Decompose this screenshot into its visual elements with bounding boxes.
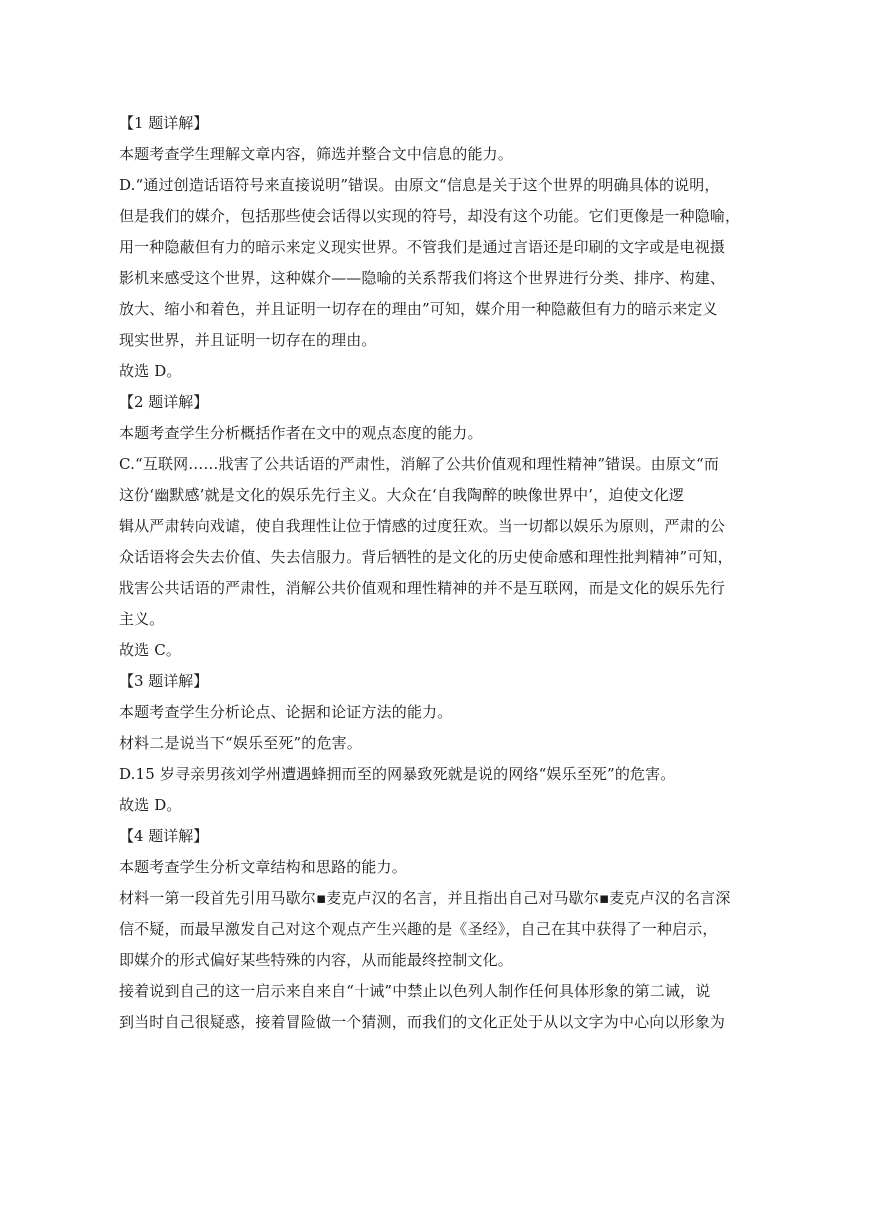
paragraph <box>119 759 749 790</box>
text-line: 用一种隐蔽但有力的暗示来定义现实世界。不管我们是通过言语还是印刷的文字或是电视摄 <box>119 238 726 256</box>
section-heading: 【3 题详解】 <box>119 672 209 690</box>
text-line: 戕害公共话语的严肃性，消解公共价值观和理性精神的并不是互联网，而是文化的娱乐先行 <box>119 579 726 597</box>
text-line: 本题考查学生分析文章结构和思路的能力。 <box>119 858 407 876</box>
text-line: 故选 C。 <box>119 641 181 659</box>
text-line: 放大、缩小和着色，并且证明一切存在的理由”可知，媒介用一种隐蔽但有力的暗示来定义 <box>119 300 718 318</box>
text-line: 本题考查学生分析概括作者在文中的观点态度的能力。 <box>119 424 483 442</box>
answer-section <box>119 108 749 387</box>
text-line: 材料二是说当下“娱乐至死”的危害。 <box>119 734 362 752</box>
text-line: C.“互联网……戕害了公共话语的严肃性，消解了公共价值观和理性精神”错误。由原文“而 <box>119 455 720 473</box>
paragraph <box>119 728 749 759</box>
paragraph <box>119 976 749 1038</box>
text-line: 这份‘幽默感’就是文化的娱乐先行主义。大众在‘自我陶醉的映像世界中’，迫使文化逻 <box>119 486 685 504</box>
paragraph <box>119 139 749 170</box>
text-line: 故选 D。 <box>119 796 182 814</box>
paragraph <box>119 418 749 449</box>
text-line: 即媒介的形式偏好某些特殊的内容，从而能最终控制文化。 <box>119 951 513 969</box>
text-line: D.15 岁寻亲男孩刘学州遭遇蜂拥而至的网暴致死就是说的网络“娱乐至死”的危害。 <box>119 765 676 783</box>
text-line: 众话语将会失去价值、失去信服力。背后牺牲的是文化的历史使命感和理性批判精神”可知， <box>119 548 733 566</box>
answer-section <box>119 666 749 821</box>
answer-section <box>119 387 749 666</box>
text-line: 故选 D。 <box>119 362 182 380</box>
paragraph <box>119 883 749 976</box>
text-line: 影机来感受这个世界，这种媒介——隐喻的关系帮我们将这个世界进行分类、排序、构建、 <box>119 269 726 287</box>
answer-section <box>119 821 749 1038</box>
text-line: 但是我们的媒介，包括那些使会话得以实现的符号，却没有这个功能。它们更像是一种隐喻， <box>119 207 741 225</box>
paragraph <box>119 356 749 387</box>
paragraph <box>119 170 749 356</box>
section-heading: 【4 题详解】 <box>119 827 209 845</box>
paragraph <box>119 635 749 666</box>
text-line: 信不疑，而最早激发自己对这个观点产生兴趣的是《圣经》，自己在其中获得了一种启示， <box>119 920 718 938</box>
text-line: 材料一第一段首先引用马歇尔▪麦克卢汉的名言，并且指出自己对马歇尔▪麦克卢汉的名言深 <box>119 889 731 907</box>
text-line: 现实世界，并且证明一切存在的理由。 <box>119 331 377 349</box>
text-line: 本题考查学生理解文章内容，筛选并整合文中信息的能力。 <box>119 145 513 163</box>
document-page <box>119 108 749 1038</box>
text-line: 辑从严肃转向戏谑，使自我理性让位于情感的过度狂欢。当一切都以娱乐为原则，严肃的公 <box>119 517 726 535</box>
text-line: 主义。 <box>119 610 165 628</box>
paragraph <box>119 790 749 821</box>
paragraph <box>119 852 749 883</box>
text-line: 本题考查学生分析论点、论据和论证方法的能力。 <box>119 703 453 721</box>
section-heading: 【2 题详解】 <box>119 393 209 411</box>
text-line: 接着说到自己的这一启示来自来自“十诫”中禁止以色列人制作任何具体形象的第二诫，说 <box>119 982 711 1000</box>
section-heading: 【1 题详解】 <box>119 114 209 132</box>
paragraph <box>119 697 749 728</box>
text-line: D.“通过创造话语符号来直接说明”错误。由原文“信息是关于这个世界的明确具体的说明， <box>119 176 720 194</box>
text-line: 到当时自己很疑惑，接着冒险做一个猜测，而我们的文化正处于从以文字为中心向以形象为 <box>119 1013 726 1031</box>
paragraph <box>119 449 749 635</box>
